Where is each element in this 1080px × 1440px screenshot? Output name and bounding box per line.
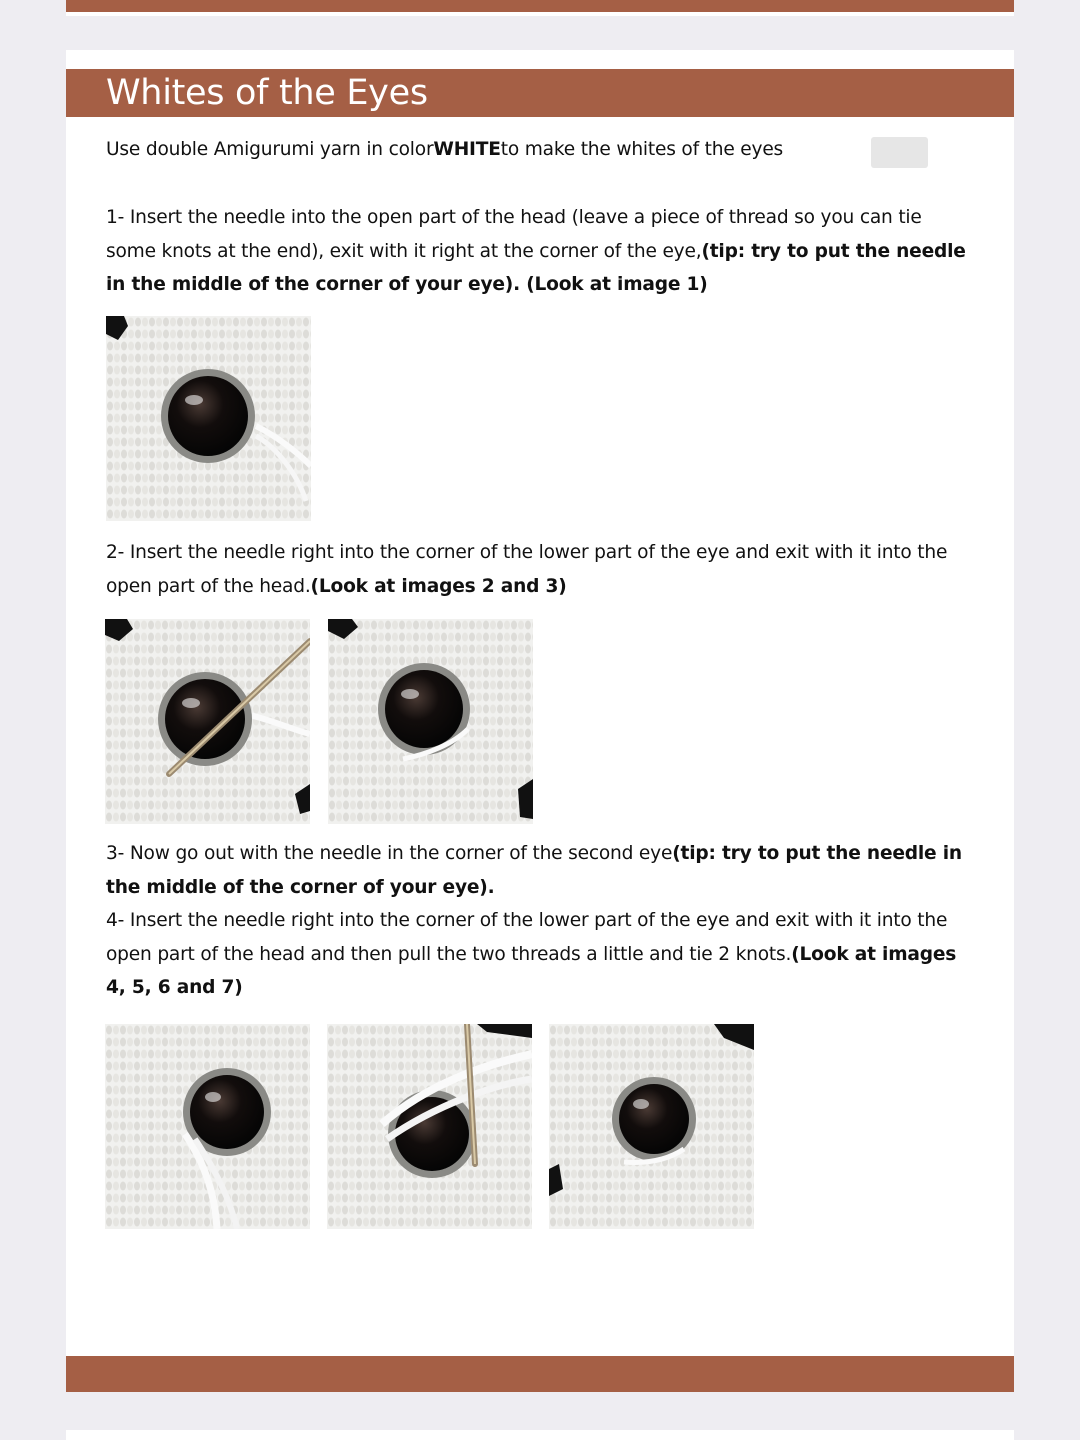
step-3-tip: (tip: try to put the needle in the middle of the corner of your eye). [106, 843, 962, 898]
previous-page-footer-band [66, 0, 1014, 12]
step-1-paragraph [106, 201, 976, 302]
white-yarn-color-swatch [871, 137, 928, 168]
step-image-2 [105, 619, 310, 824]
step-image-5 [327, 1024, 532, 1229]
intro-color-name: WHITE [433, 139, 501, 160]
step-1-text: 1- Insert the needle into the open part of the head (leave a piece of thread so you can tie some knots at the end), exit with it right at the corner of the eye, [106, 207, 922, 262]
intro-text-before: Use double Amigurumi yarn in color [106, 139, 434, 160]
step-2-text: 2- Insert the needle right into the corner of the lower part of the eye and exit with it into the open part of the head. [106, 542, 948, 597]
step-2-reference: (Look at images 2 and 3) [310, 575, 567, 597]
step-3-paragraph [106, 837, 976, 904]
section-title: Whites of the Eyes [106, 73, 428, 113]
next-page-edge [66, 1430, 1014, 1440]
intro-paragraph [106, 133, 976, 167]
page-footer-band [66, 1356, 1014, 1392]
intro-text-after: to make the whites of the eyes [500, 139, 784, 160]
step-4-reference: (Look at images 4, 5, 6 and 7) [106, 943, 957, 998]
step-4-paragraph [106, 904, 976, 1005]
step-image-3 [328, 619, 533, 824]
step-image-1 [106, 316, 311, 521]
step-3-text: 3- Now go out with the needle in the corner of the second eye [106, 843, 673, 864]
document-page [66, 50, 1014, 1392]
step-2-paragraph [106, 536, 976, 603]
step-image-4 [105, 1024, 310, 1229]
step-1-tip: (tip: try to put the needle in the middle of the corner of your eye). (Look at image 1) [106, 240, 966, 295]
step-4-text: 4- Insert the needle right into the corner of the lower part of the eye and exit with it into the open part of the head and then pull the two threads a little and tie 2 knots. [106, 910, 948, 965]
previous-page-edge [66, 0, 1014, 16]
section-title-bar [66, 69, 1014, 117]
step-image-6 [549, 1024, 754, 1229]
